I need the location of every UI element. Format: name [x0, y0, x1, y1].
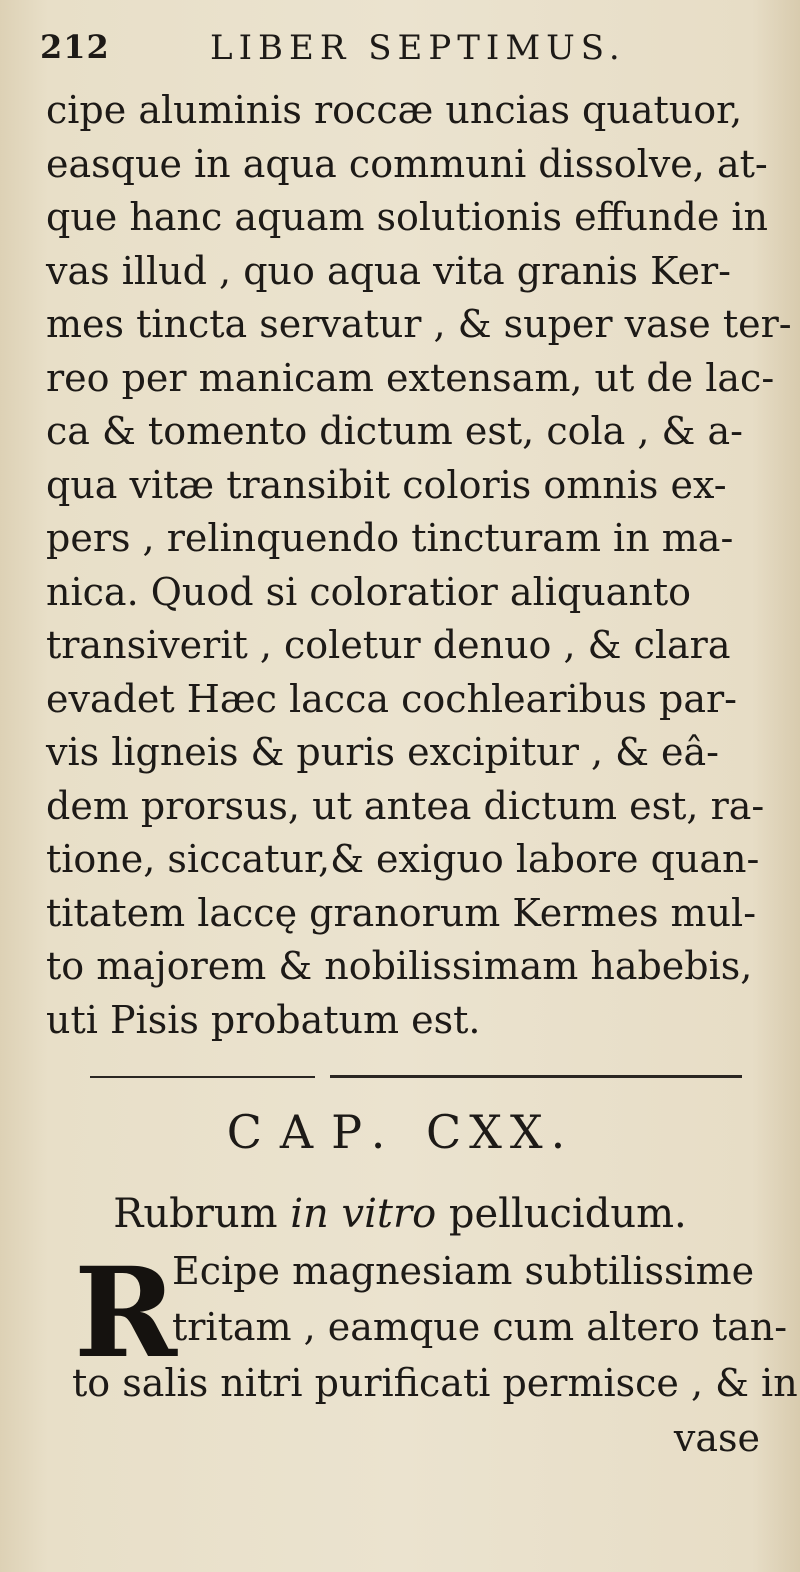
- recipe-line: to salis nitri purificati permisce , & in: [72, 1361, 798, 1405]
- text-line: mes tincta servatur , & super vase ter-: [46, 302, 792, 346]
- recipe-title-word: Rubrum: [113, 1191, 278, 1237]
- text-line: to majorem & nobilissimam habebis,: [46, 944, 753, 988]
- drop-cap: R: [74, 1241, 178, 1386]
- text-line: que hanc aquam solutionis effunde in: [46, 195, 769, 239]
- chapter-number: CXX.: [425, 1105, 574, 1159]
- body-text: [46, 84, 792, 1047]
- text-line: reo per manicam extensam, ut de lac-: [46, 355, 775, 400]
- chapter-heading: [0, 1102, 800, 1162]
- text-line: dem prorsus, ut antea dictum est, ra-: [46, 783, 765, 828]
- text-line: tione, siccatur,& exiguo labore quan-: [46, 837, 760, 881]
- recipe-line: tritam , eamque cum altero tan-: [172, 1305, 788, 1349]
- recipe-title-end: pellucidum.: [448, 1191, 687, 1237]
- text-line: vas illud , quo aqua vita granis Ker-: [46, 248, 731, 293]
- recipe-line: Ecipe magnesiam subtilissime: [172, 1249, 755, 1293]
- text-line: uti Pisis probatum est.: [46, 997, 481, 1042]
- text-line: nica. Quod si coloratior aliquanto: [46, 569, 691, 614]
- text-line: evadet Hæc lacca cochlearibus par-: [46, 676, 737, 721]
- divider-rule-right: [330, 1075, 742, 1078]
- section-divider: [0, 1068, 800, 1088]
- recipe-title: [0, 1186, 800, 1242]
- page-header: [40, 28, 760, 78]
- text-line: qua vitæ transibit coloris omnis ex-: [46, 462, 727, 507]
- text-line: titatem laccę granorum Kermes mul-: [46, 890, 757, 935]
- text-line: transiverit , coletur denuo , & clara: [46, 623, 731, 667]
- chapter-label: CAP.: [226, 1105, 404, 1159]
- running-head: LIBER SEPTIMUS.: [210, 28, 626, 68]
- text-line: easque in aqua communi dissolve, at-: [46, 141, 768, 186]
- recipe-title-italic: in vitro: [290, 1191, 437, 1237]
- text-line: pers , relinquendo tincturam in ma-: [46, 516, 734, 560]
- page-number: 212: [40, 28, 110, 66]
- text-line: ca & tomento dictum est, cola , & a-: [46, 409, 743, 453]
- catchword: vase: [673, 1416, 760, 1460]
- text-line: vis ligneis & puris excipitur , & eâ-: [46, 730, 719, 774]
- divider-rule-left: [90, 1076, 315, 1078]
- text-line: cipe aluminis roccæ uncias quatuor,: [46, 88, 743, 132]
